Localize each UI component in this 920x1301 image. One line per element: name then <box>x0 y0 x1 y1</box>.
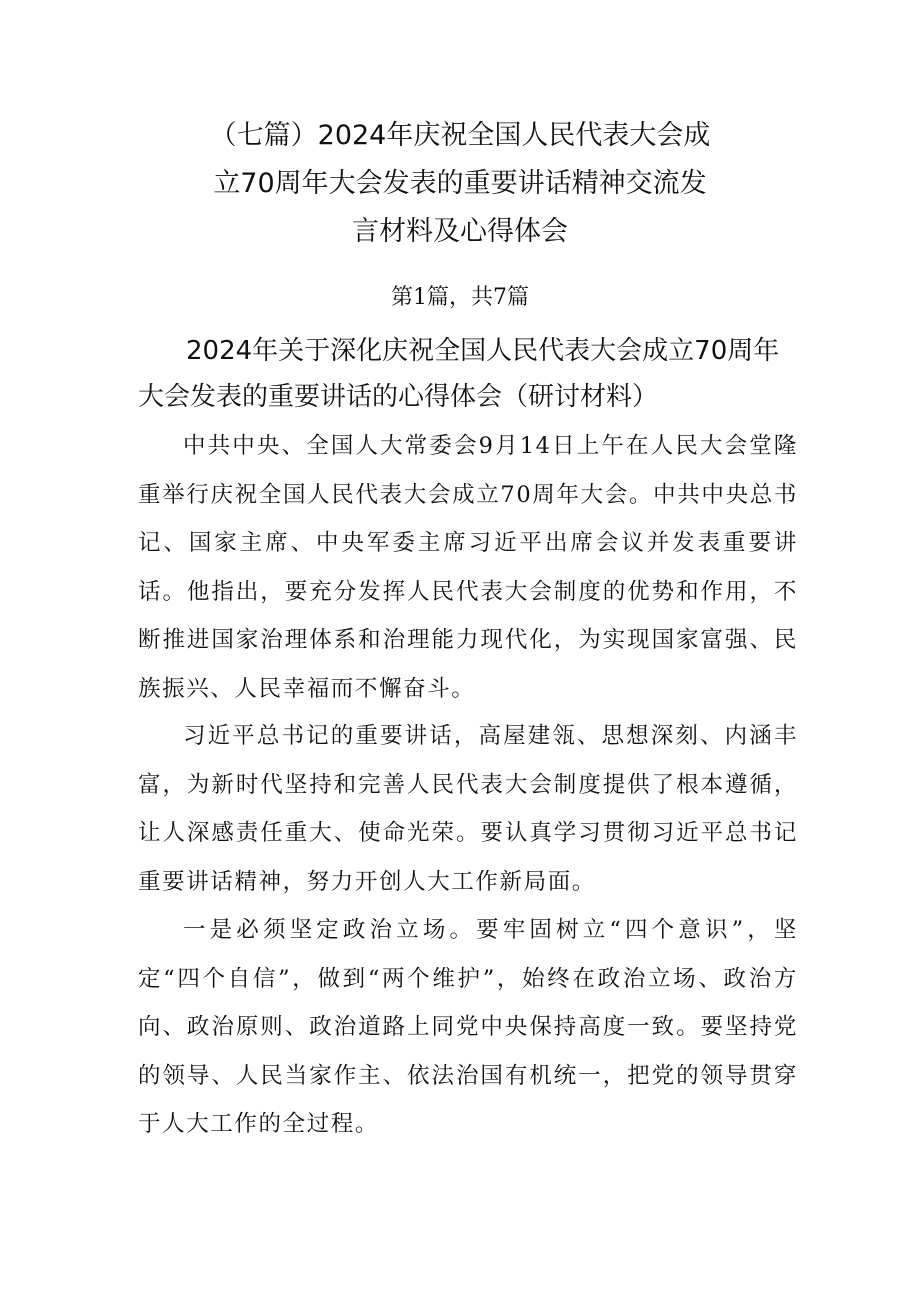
body-paragraph: 习近平总书记的重要讲话，高屋建瓴、思想深刻、内涵丰富，为新时代坚持和完善人民代表大会制度提供了根本遵循，让人深感责任重大、使命光荣。要认真学习贯彻习近平总书记重要讲话精神，努力开创人大工作新局面。 <box>138 723 798 895</box>
section-title-line: 2024年关于深化庆祝全国人民代表大会成立70周年 <box>186 336 780 366</box>
body-paragraph: 中共中央、全国人大常委会9月14日上午在人民大会堂隆重举行庆祝全国人民代表大会成立70周年大会。中共中央总书记、国家主席、中央军委主席习近平出席会议并发表重要讲话。他指出，要充分发挥人民代表大会制度的优势和作用，不断推进国家治理体系和治理能力现代化，为实现国家富强、民族振兴、人民幸福而不懈奋斗。 <box>138 433 798 702</box>
document-title-line: （七篇）2024年庆祝全国人民代表大会成 <box>209 120 711 151</box>
section-title-line: 大会发表的重要讲话的心得体会（研讨材料） <box>138 382 659 412</box>
document-title-line: 言材料及心得体会 <box>352 216 568 247</box>
section-title <box>138 328 818 420</box>
document-title-line: 立70周年大会发表的重要讲话精神交流发 <box>213 168 707 199</box>
part-indicator: 第1篇，共7篇 <box>391 285 529 310</box>
document-title <box>120 112 800 256</box>
body-paragraph: 一是必须坚定政治立场。要牢固树立“四个意识”，坚定“四个自信”，做到“两个维护”，始终在政治立场、政治方向、政治原则、政治道路上同党中央保持高度一致。要坚持党的领导、人民当家作主、依法治国有机统一，把党的领导贯穿于人大工作的全过程。 <box>138 917 798 1137</box>
